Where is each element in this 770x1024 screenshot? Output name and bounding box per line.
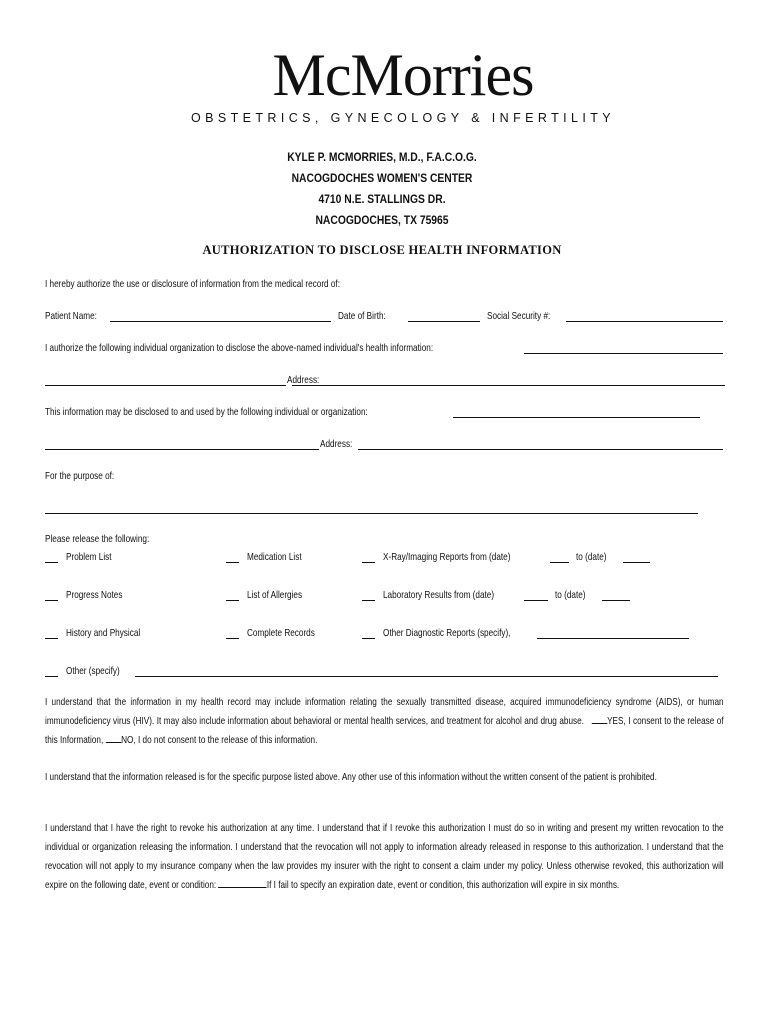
expiration-text: If I fail to specify an expiration date, event or condition, this authorization will expire in six months. [266, 879, 620, 891]
release-label: Please release the following: [45, 533, 150, 545]
purpose-paragraph: I understand that the information released is for the specific purpose listed above. Any other use of this information without the written consent of the patient is prohibited. [45, 771, 657, 783]
problem-list-label: Problem List [66, 551, 112, 563]
consent-yes-text: YES, I consent to the release of this Information, [45, 715, 724, 746]
authorize-label: I authorize the following individual organization to disclose the above-named individual's health information: [45, 342, 434, 354]
other-label: Other (specify) [66, 665, 120, 677]
allergies-checkbox[interactable] [226, 589, 239, 601]
hiv-disclosure-text: I understand that the information in my health record may include information relating the sexually transmitted disease, acquired immunodeficiency syndrome (AIDS), or human immunodeficiency virus (HIV). It may also include information about behavioral or mental health services, and treatment for alcohol and drug abuse. [45, 696, 724, 727]
consent-yes-blank[interactable] [591, 713, 607, 724]
address-label-1: Address: [287, 374, 320, 386]
form-title: AUTHORIZATION TO DISCLOSE HEALTH INFORMATION [202, 243, 562, 257]
lab-results-checkbox[interactable] [362, 589, 375, 601]
disclosed-to-label: This information may be disclosed to and used by the following individual or organization: [45, 406, 368, 418]
complete-records-label: Complete Records [247, 627, 315, 639]
intro-text: I hereby authorize the use or disclosure of information from the medical record of: [45, 278, 340, 290]
disclosing-party-field[interactable] [524, 342, 723, 354]
lab-to-field[interactable] [602, 589, 630, 601]
doctor-name: KYLE P. MCMORRIES, M.D., F.A.C.O.G. [287, 150, 477, 164]
revocation-paragraph [45, 819, 724, 895]
complete-records-checkbox[interactable] [226, 627, 239, 639]
lab-to-label: to (date) [555, 589, 586, 601]
ssn-label: Social Security #: [487, 310, 551, 322]
other-diagnostic-label: Other Diagnostic Reports (specify), [383, 627, 511, 639]
lab-results-label: Laboratory Results from (date) [383, 589, 495, 601]
patient-name-field[interactable] [110, 310, 331, 322]
address-field-2[interactable] [358, 438, 723, 450]
other-checkbox[interactable] [45, 665, 58, 677]
problem-list-checkbox[interactable] [45, 551, 58, 563]
history-physical-checkbox[interactable] [45, 627, 58, 639]
progress-notes-label: Progress Notes [66, 589, 123, 601]
purpose-field[interactable] [45, 502, 698, 514]
other-specify-field[interactable] [135, 665, 718, 677]
recipient-field-2[interactable] [45, 438, 319, 450]
revocation-text: I understand that I have the right to revoke his authorization at any time. I understand that if I revoke this authorization I must do so in writing and present my written revocation to the individual or organization releasing the information. I understand that the revocation will not apply to information already released in response to this authorization. I understand that the revocation will not apply to my insurance company when the law provides my insurer with the right to consent a claim under my policy. Unless otherwise revoked, this authorization will expire on the following date, event or condition: [45, 822, 724, 891]
xray-from-field[interactable] [550, 551, 569, 563]
consent-no-text: NO, I do not consent to the release of this information. [121, 734, 318, 746]
ssn-field[interactable] [566, 310, 723, 322]
center-name: NACOGDOCHES WOMEN'S CENTER [291, 171, 473, 185]
practice-tagline: OBSTETRICS, GYNECOLOGY & INFERTILITY [191, 111, 615, 125]
recipient-field[interactable] [453, 406, 700, 418]
street-address: 4710 N.E. STALLINGS DR. [318, 192, 446, 206]
xray-label: X-Ray/Imaging Reports from (date) [383, 551, 511, 563]
xray-to-label: to (date) [576, 551, 607, 563]
patient-name-label: Patient Name: [45, 310, 97, 322]
progress-notes-checkbox[interactable] [45, 589, 58, 601]
city-address: NACOGDOCHES, TX 75965 [315, 213, 449, 227]
hiv-disclosure-paragraph [45, 693, 724, 750]
disclosing-party-field-2[interactable] [45, 374, 286, 386]
lab-from-field[interactable] [524, 589, 548, 601]
other-diagnostic-checkbox[interactable] [362, 627, 375, 639]
other-diagnostic-field[interactable] [537, 627, 689, 639]
medication-list-checkbox[interactable] [226, 551, 239, 563]
medication-list-label: Medication List [247, 551, 302, 563]
dob-field[interactable] [408, 310, 480, 322]
expiration-field[interactable] [218, 877, 266, 888]
dob-label: Date of Birth: [338, 310, 386, 322]
address-field-1[interactable] [292, 374, 725, 386]
address-label-2: Address: [320, 438, 353, 450]
history-physical-label: History and Physical [66, 627, 141, 639]
practice-logo: McMorries [272, 42, 534, 108]
allergies-label: List of Allergies [247, 589, 303, 601]
purpose-label: For the purpose of: [45, 470, 115, 482]
xray-to-field[interactable] [623, 551, 650, 563]
consent-no-blank[interactable] [106, 732, 122, 743]
xray-checkbox[interactable] [362, 551, 375, 563]
